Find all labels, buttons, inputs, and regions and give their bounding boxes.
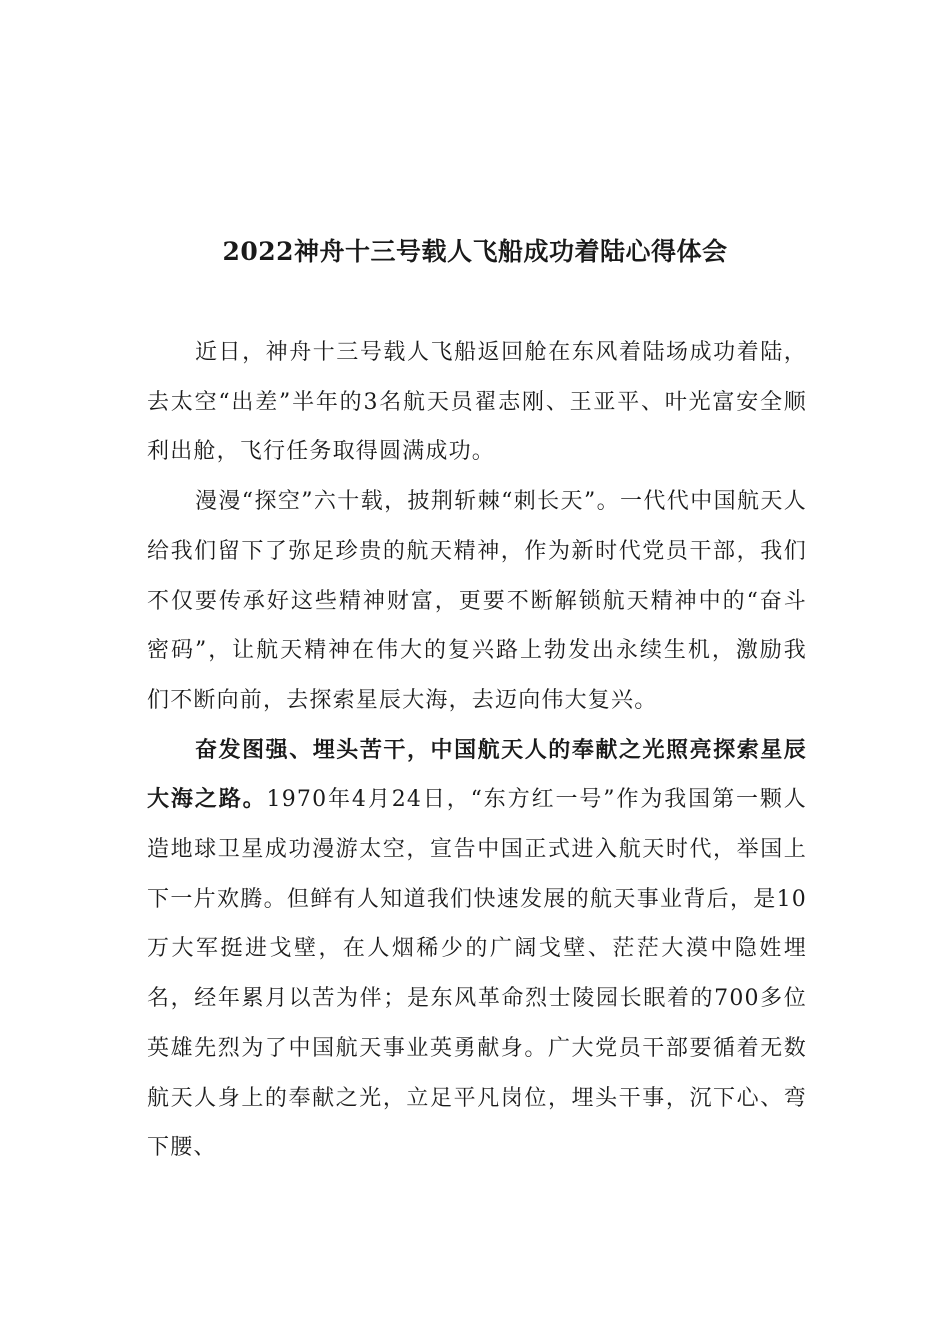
paragraph-1-text: 近日，神舟十三号载人飞船返回舱在东风着陆场成功着陆，去太空“出差”半年的3名航天员翟志刚、王亚平、叶光富安全顺利出舱，飞行任务取得圆满成功。 [147, 340, 807, 465]
paragraph-1 [147, 328, 807, 477]
document-title: 2022神舟十三号载人飞船成功着陆心得体会 [222, 237, 728, 266]
document-body [147, 328, 807, 1173]
paragraph-2 [147, 477, 807, 726]
paragraph-3-text: 1970年4月24日，“东方红一号”作为我国第一颗人造地球卫星成功漫游太空，宣告中国正式进入航天时代，举国上下一片欢腾。但鲜有人知道我们快速发展的航天事业背后，是10万大军挺进戈壁，在人烟稀少的广阔戈壁、茫茫大漠中隐姓埋名，经年累月以苦为伴；是东风革命烈士陵园长眠着的700多位英雄先烈为了中国航天事业英勇献身。广大党员干部要循着无数航天人身上的奉献之光，立足平凡岗位，埋头干事，沉下心、弯下腰、 [147, 787, 807, 1161]
paragraph-3-lead: 奋发图强、埋头苦干，中国航天人的奉献之光照亮探索星辰大海之路。 [147, 736, 807, 813]
paragraph-3 [147, 726, 807, 1173]
paragraph-2-text: 漫漫“探空”六十载，披荆斩棘“刺长天”。一代代中国航天人给我们留下了弥足珍贵的航天精神，作为新时代党员干部，我们不仅要传承好这些精神财富，更要不断解锁航天精神中的“奋斗密码”，让航天精神在伟大的复兴路上勃发出永续生机，激励我们不断向前，去探索星辰大海，去迈向伟大复兴。 [147, 489, 807, 713]
